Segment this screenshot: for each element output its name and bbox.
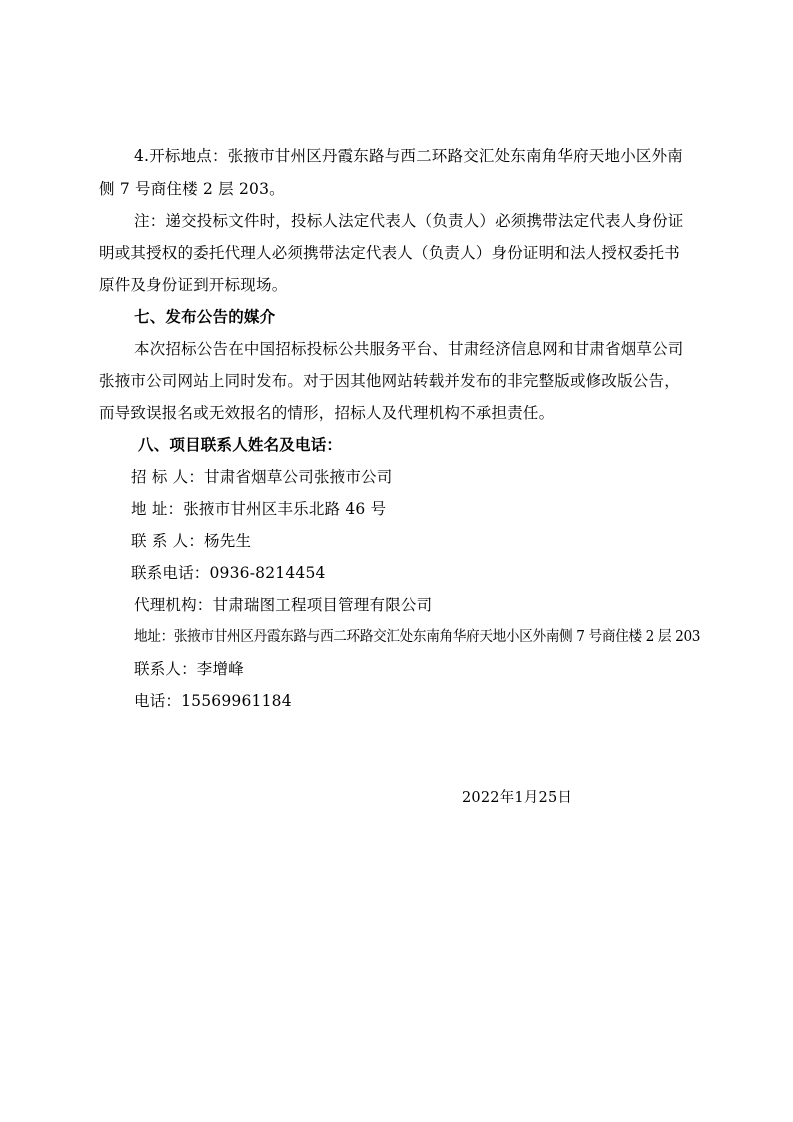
note-line-3: 原件及身份证到开标现场。 (99, 276, 288, 294)
tenderer-line: 招 标 人：甘肃省烟草公司张掖市公司 (131, 468, 393, 486)
media-paragraph-line-3: 而导致误报名或无效报名的情形，招标人及代理机构不承担责任。 (99, 404, 555, 422)
bid-opening-location-line-1: 4.开标地点：张掖市甘州区丹霞东路与西二环路交汇处东南角华府天地小区外南 (134, 147, 683, 165)
note-line-2: 明或其授权的委托代理人必须携带法定代表人（负责人）身份证明和法人授权委托书 (99, 244, 680, 262)
phone-line: 联系电话：0936-8214454 (131, 564, 326, 582)
media-paragraph-line-1: 本次招标公告在中国招标投标公共服务平台、甘肃经济信息网和甘肃省烟草公司 (134, 340, 684, 358)
agency-contact-line: 联系人：李增峰 (134, 660, 244, 678)
media-section-heading: 七、发布公告的媒介 (134, 308, 276, 326)
contacts-section-heading: 八、项目联系人姓名及电话： (138, 436, 343, 454)
agency-address-line: 地址：张掖市甘州区丹霞东路与西二环路交汇处东南角华府天地小区外南侧 7 号商住楼 2 层 203 (134, 629, 701, 645)
agency-phone-line: 电话：15569961184 (134, 692, 292, 710)
address-line: 地 址：张掖市甘州区丰乐北路 46 号 (131, 500, 387, 518)
agency-line: 代理机构：甘肃瑞图工程项目管理有限公司 (134, 596, 433, 614)
note-line-1: 注：递交投标文件时，投标人法定代表人（负责人）必须携带法定代表人身份证 (134, 212, 684, 230)
media-paragraph-line-2: 张掖市公司网站上同时发布。对于因其他网站转载并发布的非完整版或修改版公告， (99, 372, 680, 390)
document-date: 2022年1月25日 (462, 790, 573, 806)
bid-opening-location-line-2: 侧 7 号商住楼 2 层 203。 (99, 180, 285, 198)
contact-person-line: 联 系 人：杨先生 (131, 532, 252, 550)
